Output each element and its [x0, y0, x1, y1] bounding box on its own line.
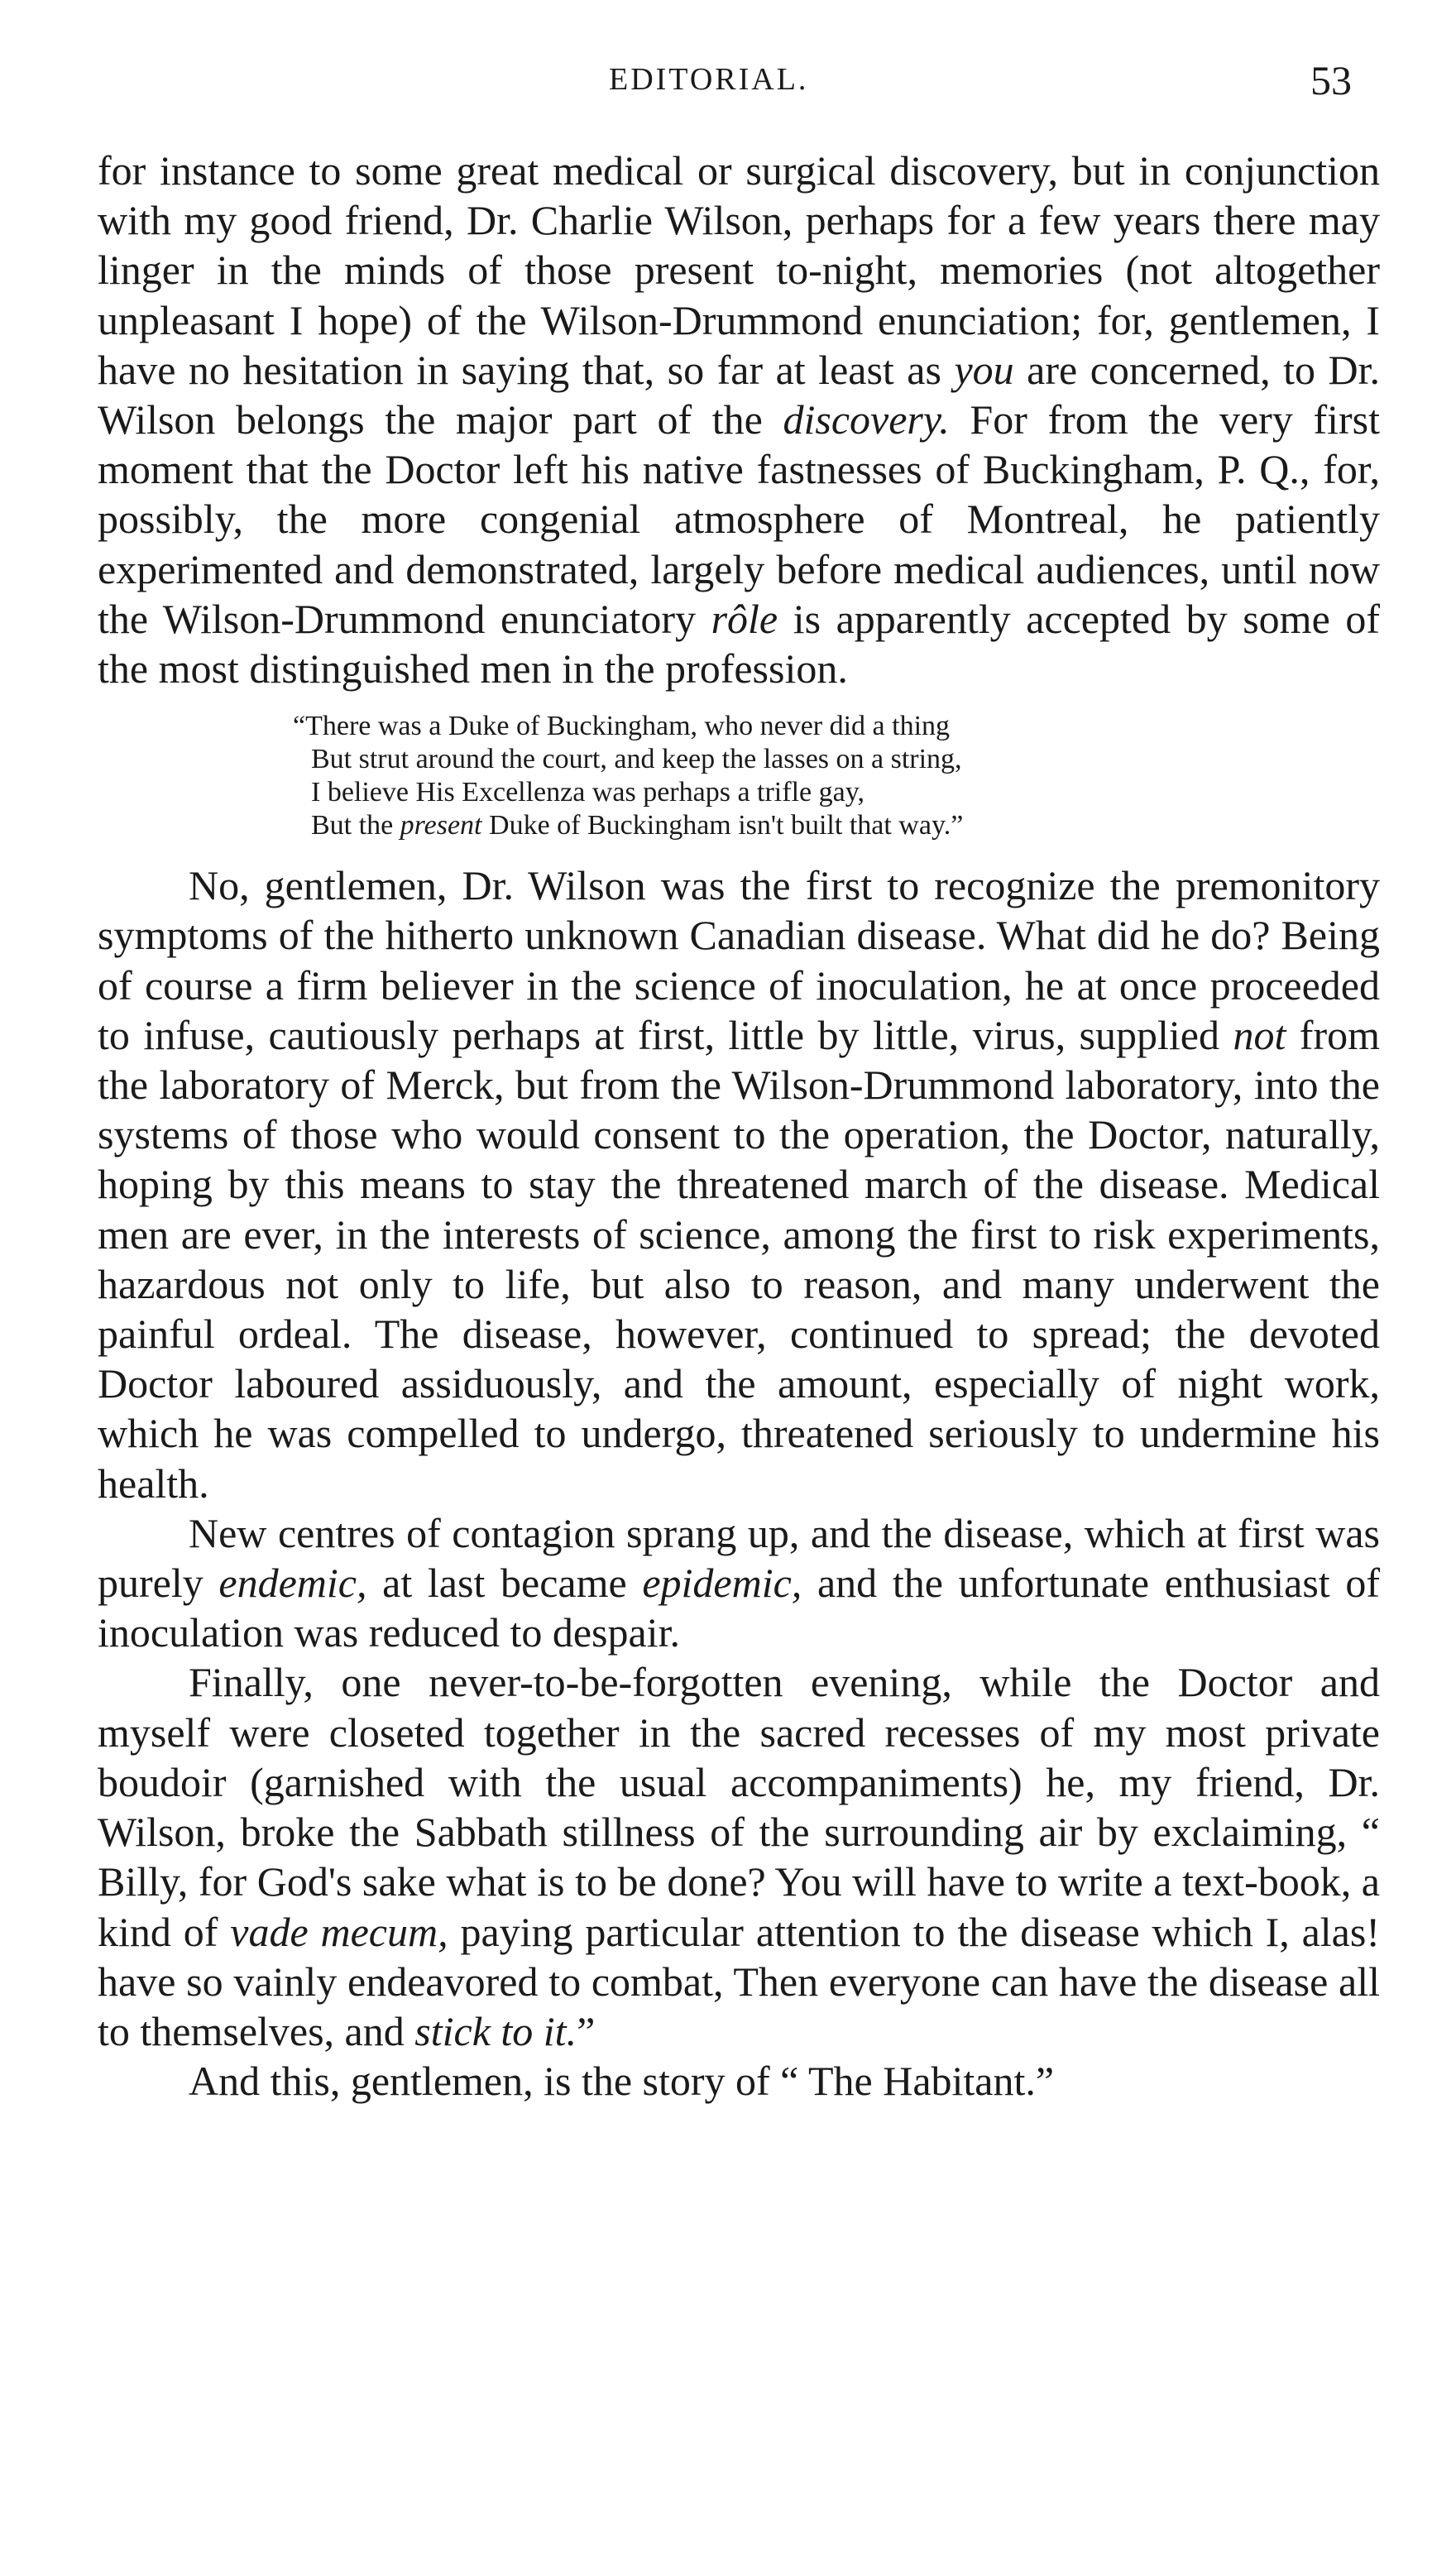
emphasis: present [400, 810, 482, 841]
text-run: are concerned, to Dr. Wilson belongs the major part of the [98, 346, 1380, 443]
page-header [0, 55, 1456, 113]
text-run: But the [311, 810, 400, 841]
text-run: New centres of contagion sprang up, and the disease, which at first was purely [98, 1509, 1380, 1607]
text-run: No, gentlemen, Dr. Wilson was the first to recognize the premonitory symptoms of the hitherto unknown Canadian disease. What did he do? Being of course a firm believer in the science of inoculation, he at once proceeded to infuse, cautiously perhaps at first, little by little, virus, supplied [98, 862, 1380, 1058]
text-run: paying particular attention to the disease which I, alas! have so vainly endeavored to combat, Then everyone can have the disease all to themselves, and [98, 1908, 1380, 2054]
text-run: from the laboratory of Merck, but from the Wilson-Drummond laboratory, into the systems of those who would consent to the operation, the Doctor, naturally, hoping by this means to stay the threatened march of the disease. Medical men are ever, in the interests of science, among the first to risk experiments, hazardous not only to life, but also to reason, and many underwent the painful ordeal. The disease, however, continued to spread; the devoted Doctor laboured assiduously, and the amount, especially of night work, which he was compelled to undergo, threatened seriously to undermine his health. [98, 1011, 1380, 1507]
text-run: And this, gentlemen, is the story of “ The Habitant.” [189, 2058, 1055, 2105]
paragraph [98, 2056, 1380, 2106]
emphasis: vade mecum, [230, 1908, 448, 1955]
emphasis: rôle [711, 595, 778, 642]
text-run: for instance to some great medical or surgical discovery, but in conjunction with my good friend, Dr. Charlie Wilson, perhaps for a few years there may linger in the minds of those present to-night, memories (not altogether unpleasant I hope) of the Wilson-Drummond enunciation; for, gentlemen, I have no hesitation in saying that, so far at least as [98, 147, 1380, 393]
verse-line: “There was a Duke of Buckingham, who never did a thing [293, 711, 951, 742]
paragraph [98, 1508, 1380, 1658]
emphasis: discovery. [783, 396, 950, 443]
text-run: at last became [366, 1560, 643, 1607]
emphasis: not [1233, 1011, 1286, 1058]
paragraph-continued [98, 146, 1380, 693]
text-run: For from the very first moment that the Doctor left his native fastnesses of Buckingham, P. Q., for, possibly, the more congenial atmosphere of Montreal, he patiently experimented and demonstrated, largely before medical audiences, until now the Wilson-Drummond enunciatory [98, 396, 1380, 642]
emphasis: you [954, 346, 1014, 393]
verse-quotation [98, 710, 1380, 842]
verse-line: I believe His Excellenza was perhaps a trifle gay, [311, 777, 864, 808]
text-run: and the unfortunate enthusiast of inoculation was reduced to despair. [98, 1560, 1380, 1656]
verse-line: But strut around the court, and keep the lasses on a string, [311, 744, 962, 775]
text-run: Duke of Buckingham isn't built that way.” [481, 810, 964, 841]
page-number: 53 [1310, 57, 1352, 103]
body-text [98, 146, 1380, 2106]
emphasis: endemic, [218, 1560, 367, 1607]
paragraph [98, 860, 1380, 1508]
emphasis: stick to it. [414, 2007, 577, 2054]
verse-line [293, 809, 1380, 842]
text-run: Finally, one never-to-be-forgotten evening, while the Doctor and myself were closeted together in the sacred recesses of my most private boudoir (garnished with the usual accompaniments) he, my friend, Dr. Wilson, broke the Sabbath stillness of the surrounding air by exclaiming, “ Billy, for God's sake what is to be done? You will have to write a text-book, a kind of [98, 1659, 1380, 1955]
text-run: ” [577, 2007, 596, 2054]
emphasis: epidemic, [642, 1560, 802, 1607]
text-run: is apparently accepted by some of the most distinguished men in the profession. [98, 595, 1380, 693]
running-head: EDITORIAL. [609, 62, 809, 97]
paragraph [98, 1657, 1380, 2056]
